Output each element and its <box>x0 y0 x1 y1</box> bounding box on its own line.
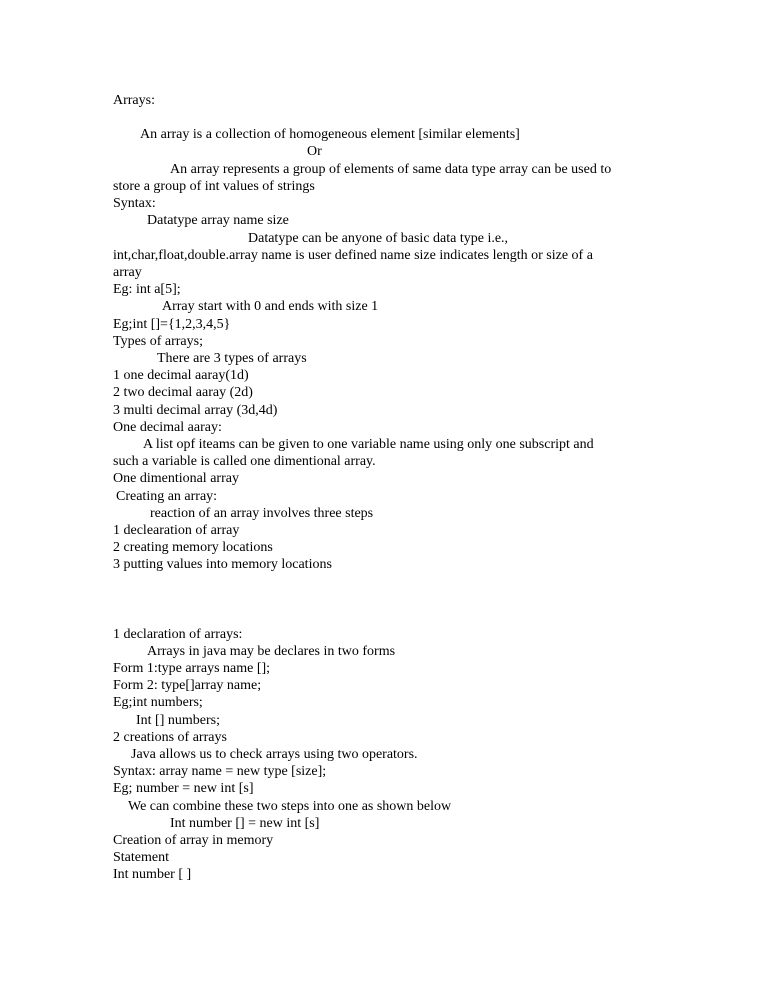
example-int-array: Eg: int a[5]; <box>113 282 181 297</box>
form-one: Form 1:type arrays name []; <box>113 661 271 676</box>
form-two: Form 2: type[]array name; <box>113 678 262 693</box>
type-one-decimal: 1 one decimal aaray(1d) <box>113 368 249 383</box>
array-description-line-2: store a group of int values of strings <box>113 179 315 194</box>
creation-steps-intro: reaction of an array involves three steps <box>150 506 374 521</box>
type-multi-decimal: 3 multi decimal array (3d,4d) <box>113 403 278 418</box>
array-description-line-1: An array represents a group of elements of same data type array can be used to <box>170 162 612 177</box>
one-decimal-description-line-1: A list opf iteams can be given to one variable name using only one subscript and <box>143 437 594 452</box>
step-putting-values: 3 putting values into memory locations <box>113 557 332 572</box>
example-int-numbers: Eg;int numbers; <box>113 695 203 710</box>
declaration-heading: 1 declaration of arrays: <box>113 627 243 642</box>
one-decimal-description-line-2: such a variable is called one dimentional array. <box>113 454 376 469</box>
java-operators-text: Java allows us to check arrays using two operators. <box>131 747 418 762</box>
datatype-list: int,char,float,double.array name is user defined name size indicates length or size of a <box>113 248 593 263</box>
array-index-note: Array start with 0 and ends with size 1 <box>162 299 379 314</box>
statement-example: Int number [ ] <box>113 867 192 882</box>
statement-label: Statement <box>113 850 169 865</box>
creating-array-heading: Creating an array: <box>116 489 218 504</box>
types-count: There are 3 types of arrays <box>157 351 307 366</box>
example-array-initializer: Eg;int []={1,2,3,4,5} <box>113 317 231 332</box>
or-text: Or <box>307 144 322 159</box>
step-memory-locations: 2 creating memory locations <box>113 540 273 555</box>
creations-heading: 2 creations of arrays <box>113 730 227 745</box>
example-int-array-numbers: Int [] numbers; <box>136 713 220 728</box>
one-decimal-heading: One decimal aaray: <box>113 420 222 435</box>
array-definition: An array is a collection of homogeneous element [similar elements] <box>140 127 520 142</box>
datatype-description: Datatype can be anyone of basic data type i.e., <box>248 231 509 246</box>
combined-example: Int number [] = new int [s] <box>170 816 320 831</box>
types-heading: Types of arrays; <box>113 334 203 349</box>
creation-syntax: Syntax: array name = new type [size]; <box>113 764 327 779</box>
syntax-format: Datatype array name size <box>147 213 289 228</box>
creation-example: Eg; number = new int [s] <box>113 781 254 796</box>
creation-in-memory: Creation of array in memory <box>113 833 274 848</box>
array-word: array <box>113 265 142 280</box>
arrays-heading: Arrays: <box>113 93 155 108</box>
type-two-decimal: 2 two decimal aaray (2d) <box>113 385 253 400</box>
step-declaration: 1 declearation of array <box>113 523 240 538</box>
combine-steps-text: We can combine these two steps into one as shown below <box>128 799 452 814</box>
declaration-forms-text: Arrays in java may be declares in two forms <box>147 644 396 659</box>
syntax-heading: Syntax: <box>113 196 156 211</box>
one-dimentional-array: One dimentional array <box>113 471 239 486</box>
